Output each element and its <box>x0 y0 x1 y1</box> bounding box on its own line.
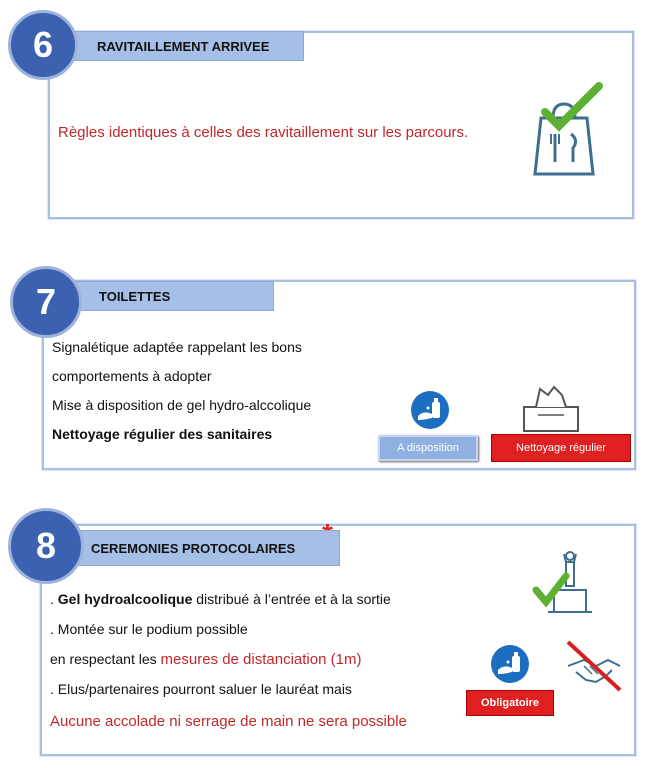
section-7-number: 7 <box>10 266 82 338</box>
tissue-box-icon <box>518 385 584 435</box>
obligatoire-badge: Obligatoire <box>466 690 554 716</box>
section-6-text: Règles identiques à celles des ravitaillement sur les parcours. <box>58 124 469 141</box>
disposition-badge: A disposition <box>378 435 478 461</box>
section-8-line-1-prefix: . <box>50 591 58 607</box>
no-handshake-icon <box>562 636 626 696</box>
section-6-number: 6 <box>8 10 78 80</box>
shopping-bag-check-icon <box>525 82 607 182</box>
section-8-title-text: CEREMONIES PROTOCOLAIRES <box>91 540 296 556</box>
nettoyage-badge: Nettoyage régulier <box>491 434 631 462</box>
section-8-number: 8 <box>8 508 84 584</box>
podium-check-icon <box>530 546 600 616</box>
section-8-line-1-rest: distribué à l’entrée et à la sortie <box>192 591 391 607</box>
hand-sanitizer-icon <box>490 644 530 684</box>
section-6-title: RAVITAILLEMENT ARRIVEE <box>58 31 304 61</box>
section-7-line-3: Mise à disposition de gel hydro-alccolique <box>52 397 312 413</box>
section-7-line-2: comportements à adopter <box>52 368 212 384</box>
section-7-title: TOILETTES <box>62 281 274 311</box>
hand-sanitizer-icon <box>410 390 450 430</box>
section-8-line-3-red: mesures de distanciation (1m) <box>160 651 362 668</box>
section-8-line-1-bold: Gel hydroalcoolique <box>57 591 193 607</box>
section-8-line-3 <box>50 651 361 668</box>
section-8-line-4: . Elus/partenaires pourront saluer le lauréat mais <box>50 681 352 697</box>
section-8-line-1 <box>50 591 391 607</box>
section-8-title <box>60 530 340 566</box>
section-8-line-5: Aucune accolade ni serrage de main ne sera possible <box>50 713 407 730</box>
section-8-line-2: . Montée sur le podium possible <box>50 621 248 637</box>
section-7-line-1: Signalétique adaptée rappelant les bons <box>52 339 302 355</box>
section-7-line-4: Nettoyage régulier des sanitaires <box>52 426 273 442</box>
section-8-line-3-prefix: en respectant les <box>50 651 161 667</box>
